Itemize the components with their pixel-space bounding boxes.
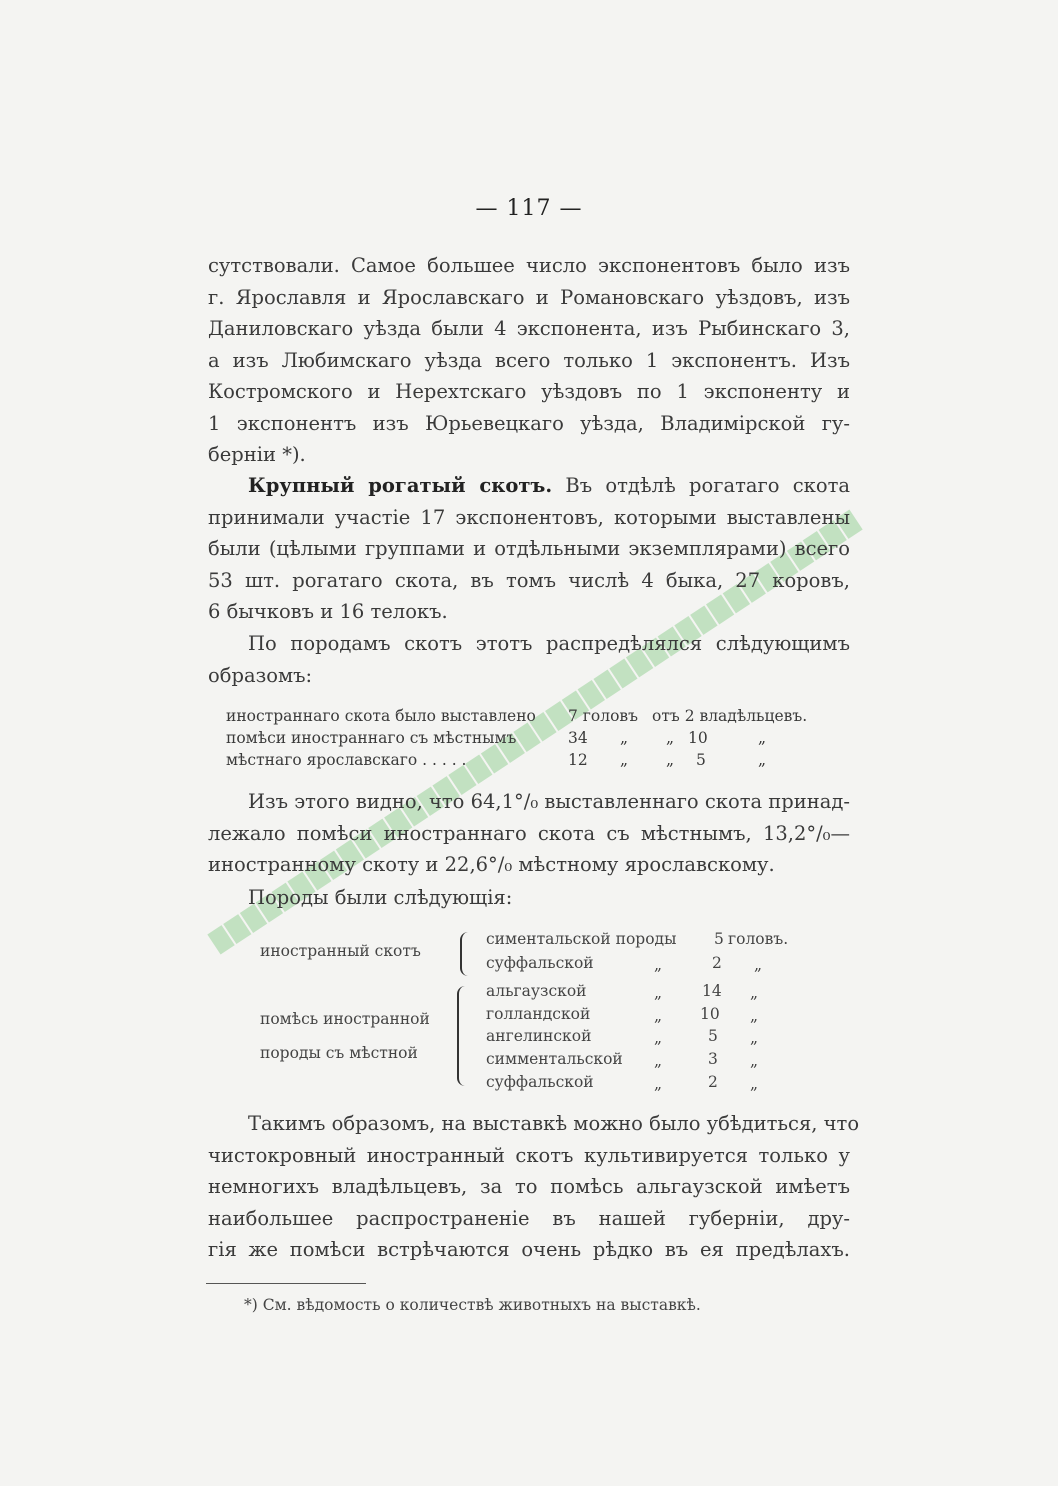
text-line: Породы были слѣдующія: bbox=[248, 886, 513, 909]
brace bbox=[460, 932, 468, 976]
text-line: Изъ этого видно, что 64,1°/₀ выставленнаго скота принад- bbox=[248, 790, 851, 813]
breed-count: 3 bbox=[708, 1050, 718, 1068]
breed-unit: „ bbox=[750, 1052, 759, 1070]
breed-count: 2 bbox=[712, 954, 722, 972]
group-label: помѣсь иностранной bbox=[260, 1010, 430, 1028]
text-line: 6 бычковъ и 16 телокъ. bbox=[208, 600, 448, 623]
text-line: г. Ярославля и Ярославскаго и Романовскаго уѣздовъ, изъ bbox=[208, 285, 850, 309]
text-line: 1 экспонентъ изъ Юрьевецкаго уѣзда, Владимірской гу- bbox=[208, 411, 850, 435]
text-line: Костромского и Нерехтскаго уѣздовъ по 1 экспоненту и bbox=[208, 380, 850, 403]
table-cell-heads: 12 bbox=[568, 751, 588, 769]
breed-count: 2 bbox=[708, 1073, 718, 1091]
group-label: породы съ мѣстной bbox=[260, 1044, 418, 1062]
text-fragment: Въ отдѣлѣ рогатаго скота bbox=[565, 474, 850, 497]
breed-count: 5 bbox=[714, 930, 724, 948]
breed-name: симентальской породы bbox=[486, 930, 677, 948]
brace bbox=[457, 986, 467, 1086]
footnote-rule bbox=[206, 1283, 366, 1284]
breed-unit: „ bbox=[750, 1007, 759, 1025]
breed-unit: „ bbox=[754, 956, 763, 974]
text-line: наибольшее распространеніе въ нашей губерніи, дру- bbox=[208, 1206, 850, 1230]
ditto-mark: „ bbox=[654, 984, 663, 1002]
ditto-mark: „ bbox=[758, 729, 767, 747]
text-line: Такимъ образомъ, на выставкѣ можно было убѣдиться, что bbox=[248, 1112, 860, 1135]
breed-count: 14 bbox=[702, 982, 722, 1000]
table-cell-label: мѣстнаго ярославскаго . . . . . bbox=[226, 751, 467, 769]
ditto-mark: „ bbox=[620, 751, 629, 769]
footnote: *) См. вѣдомость о количествѣ животныхъ на выставкѣ. bbox=[244, 1296, 701, 1314]
paragraph-6 bbox=[208, 1108, 860, 1266]
text-line: По породамъ скотъ этотъ распредѣлялся слѣдующимъ bbox=[248, 632, 850, 655]
text-line: лежало помѣси иностраннаго скота съ мѣстнымъ, 13,2°/₀— bbox=[208, 821, 850, 845]
section-heading: Крупный рогатый скотъ. bbox=[248, 474, 553, 497]
text-line: Даниловскаго уѣзда были 4 экспонента, изъ Рыбинскаго 3, bbox=[208, 317, 850, 340]
breed-name: суффальской bbox=[486, 1073, 594, 1091]
breed-name: ангелинской bbox=[486, 1027, 592, 1045]
table-cell-label: помѣси иностраннаго съ мѣстнымъ bbox=[226, 729, 517, 747]
breed-count: 5 bbox=[708, 1027, 718, 1045]
ditto-mark: „ bbox=[654, 1007, 663, 1025]
text-line: иностранному скоту и 22,6°/₀ мѣстному ярославскому. bbox=[208, 853, 775, 876]
breed-name: симментальской bbox=[486, 1050, 623, 1068]
breed-unit: „ bbox=[750, 1029, 759, 1047]
breed-name: альгаузской bbox=[486, 982, 587, 1000]
breed-count: 10 bbox=[700, 1005, 720, 1023]
ditto-mark: „ bbox=[654, 1052, 663, 1070]
table-cell-owners: 10 bbox=[688, 729, 708, 747]
table-cell-owners: 5 bbox=[696, 751, 706, 769]
text-line: сутствовали. Самое большее число экспонентовъ было изъ bbox=[208, 254, 850, 277]
ditto-mark: „ bbox=[620, 729, 629, 747]
breed-unit: головъ. bbox=[728, 930, 789, 948]
breed-unit: „ bbox=[750, 984, 759, 1002]
ditto-mark: „ bbox=[654, 1029, 663, 1047]
text-line: а изъ Любимскаго уѣзда всего только 1 экспонентъ. Изъ bbox=[208, 348, 850, 372]
text-line: принимали участіе 17 экспонентовъ, которыми выставлены bbox=[208, 505, 850, 529]
ditto-mark: „ bbox=[758, 751, 767, 769]
table-cell-owners: отъ 2 владѣльцевъ. bbox=[652, 707, 808, 725]
text-line: гія же помѣси встрѣчаются очень рѣдко въ ея предѣлахъ. bbox=[208, 1238, 850, 1261]
table-cell-heads: 7 головъ bbox=[568, 707, 639, 725]
ditto-mark: „ bbox=[654, 1075, 663, 1093]
text-line: чистокровный иностранный скотъ культивируется только у bbox=[208, 1143, 850, 1167]
text-line: берніи *). bbox=[208, 443, 306, 466]
text-line: немногихъ владѣльцевъ, за то помѣсь альгаузской имѣетъ bbox=[208, 1175, 850, 1198]
ditto-mark: „ bbox=[666, 751, 675, 769]
breed-unit: „ bbox=[750, 1075, 759, 1093]
text-line: образомъ: bbox=[208, 663, 313, 687]
breed-name: суффальской bbox=[486, 954, 594, 972]
group-label: иностранный скотъ bbox=[260, 942, 421, 960]
ditto-mark: „ bbox=[666, 729, 675, 747]
text-line: 53 шт. рогатаго скота, въ томъ числѣ 4 быка, 27 коровъ, bbox=[208, 568, 850, 592]
page-number: — 117 — bbox=[475, 196, 583, 221]
breed-name: голландской bbox=[486, 1005, 591, 1023]
text-line: были (цѣлыми группами и отдѣльными экземплярами) всего bbox=[208, 537, 850, 560]
table-cell-label: иностраннаго скота было выставлено bbox=[226, 707, 536, 725]
ditto-mark: „ bbox=[654, 956, 663, 974]
table-cell-heads: 34 bbox=[568, 729, 588, 747]
